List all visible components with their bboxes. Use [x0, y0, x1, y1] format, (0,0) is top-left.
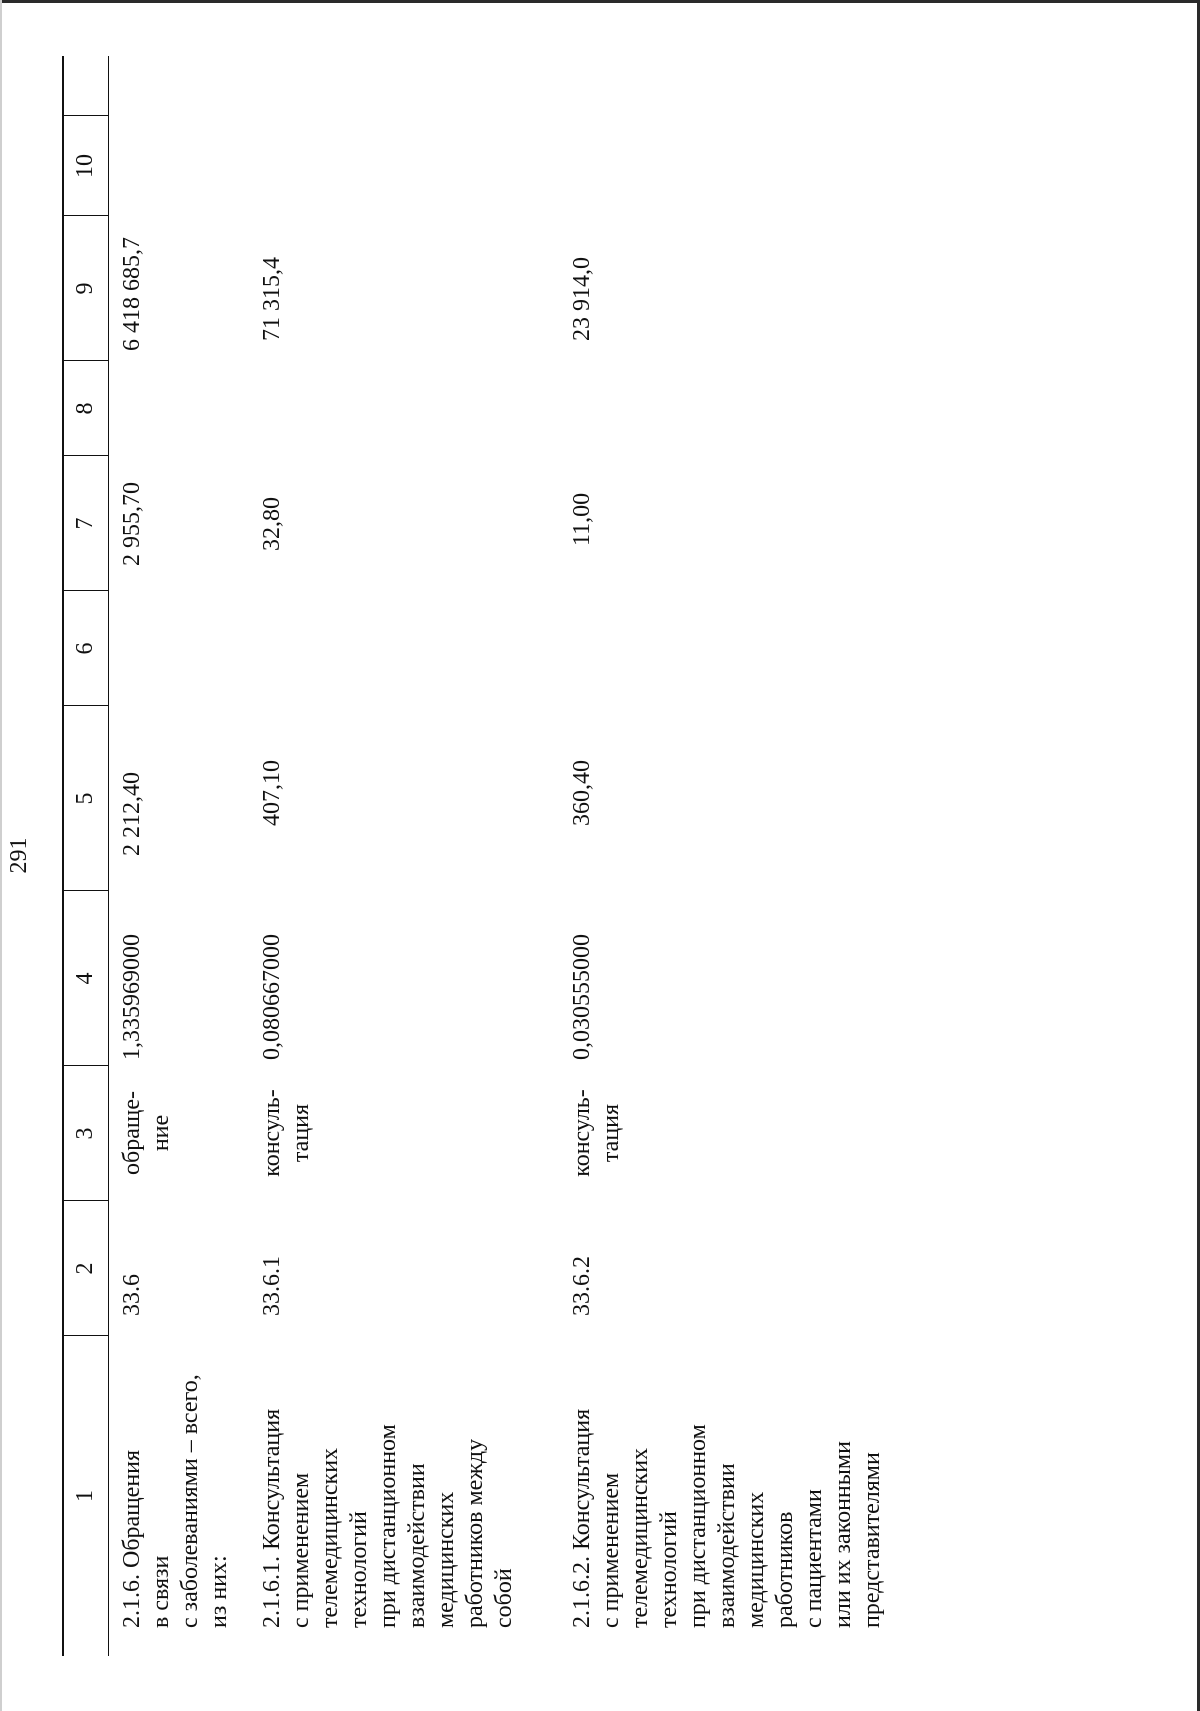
row1-col5: 2 212,40: [119, 772, 145, 856]
row3-code: 33.6.2: [569, 1256, 595, 1316]
row2-code: 33.6.1: [259, 1256, 285, 1316]
row2-col9: 71 315,4: [259, 257, 285, 341]
row1-col4: 1,335969000: [119, 934, 145, 1060]
table-grid: [62, 56, 1147, 1656]
row1-name: 2.1.6. Обращения в связи с заболеваниями – всего, из них:: [119, 1374, 232, 1628]
header-col-3: 3: [72, 1127, 98, 1140]
row2-col4: 0,080667000: [259, 934, 285, 1060]
row2-unit: консуль- тация: [259, 1089, 314, 1177]
row2-col5: 407,10: [259, 760, 285, 826]
header-col-4: 4: [72, 972, 98, 985]
row3-col9: 23 914,0: [569, 257, 595, 341]
row1-col7: 2 955,70: [119, 482, 145, 566]
header-col-2: 2: [72, 1262, 98, 1275]
row3-col5: 360,40: [569, 760, 595, 826]
row2-col7: 32,80: [259, 497, 285, 551]
page-number: 291: [6, 837, 32, 874]
row3-col7: 11,00: [569, 492, 595, 546]
header-col-10: 10: [72, 154, 98, 178]
header-separator: [62, 115, 108, 116]
header-bottom-rule: [108, 56, 109, 1656]
data-table: [62, 56, 1147, 1656]
row3-unit: консуль- тация: [569, 1089, 624, 1177]
header-col-1: 1: [72, 1490, 98, 1502]
header-col-5: 5: [72, 792, 98, 805]
row3-col4: 0,030555000: [569, 934, 595, 1060]
row1-code: 33.6: [119, 1274, 145, 1316]
row1-col9: 6 418 685,7: [119, 237, 145, 351]
header-col-7: 7: [72, 517, 98, 530]
row1-unit: обраще- ние: [119, 1091, 174, 1175]
row2-name: 2.1.6.1. Консультация с применением телемедицинских технологий при дистанционном взаимодействии медицинских работников между собой: [259, 1408, 517, 1628]
header-col-8: 8: [72, 402, 98, 415]
header-col-6: 6: [72, 642, 98, 655]
header-col-9: 9: [72, 282, 98, 295]
row3-name: 2.1.6.2. Консультация с применением телемедицинских технологий при дистанционном взаимодействии медицинских работников с пациентами или их законными представителями: [569, 1408, 885, 1628]
